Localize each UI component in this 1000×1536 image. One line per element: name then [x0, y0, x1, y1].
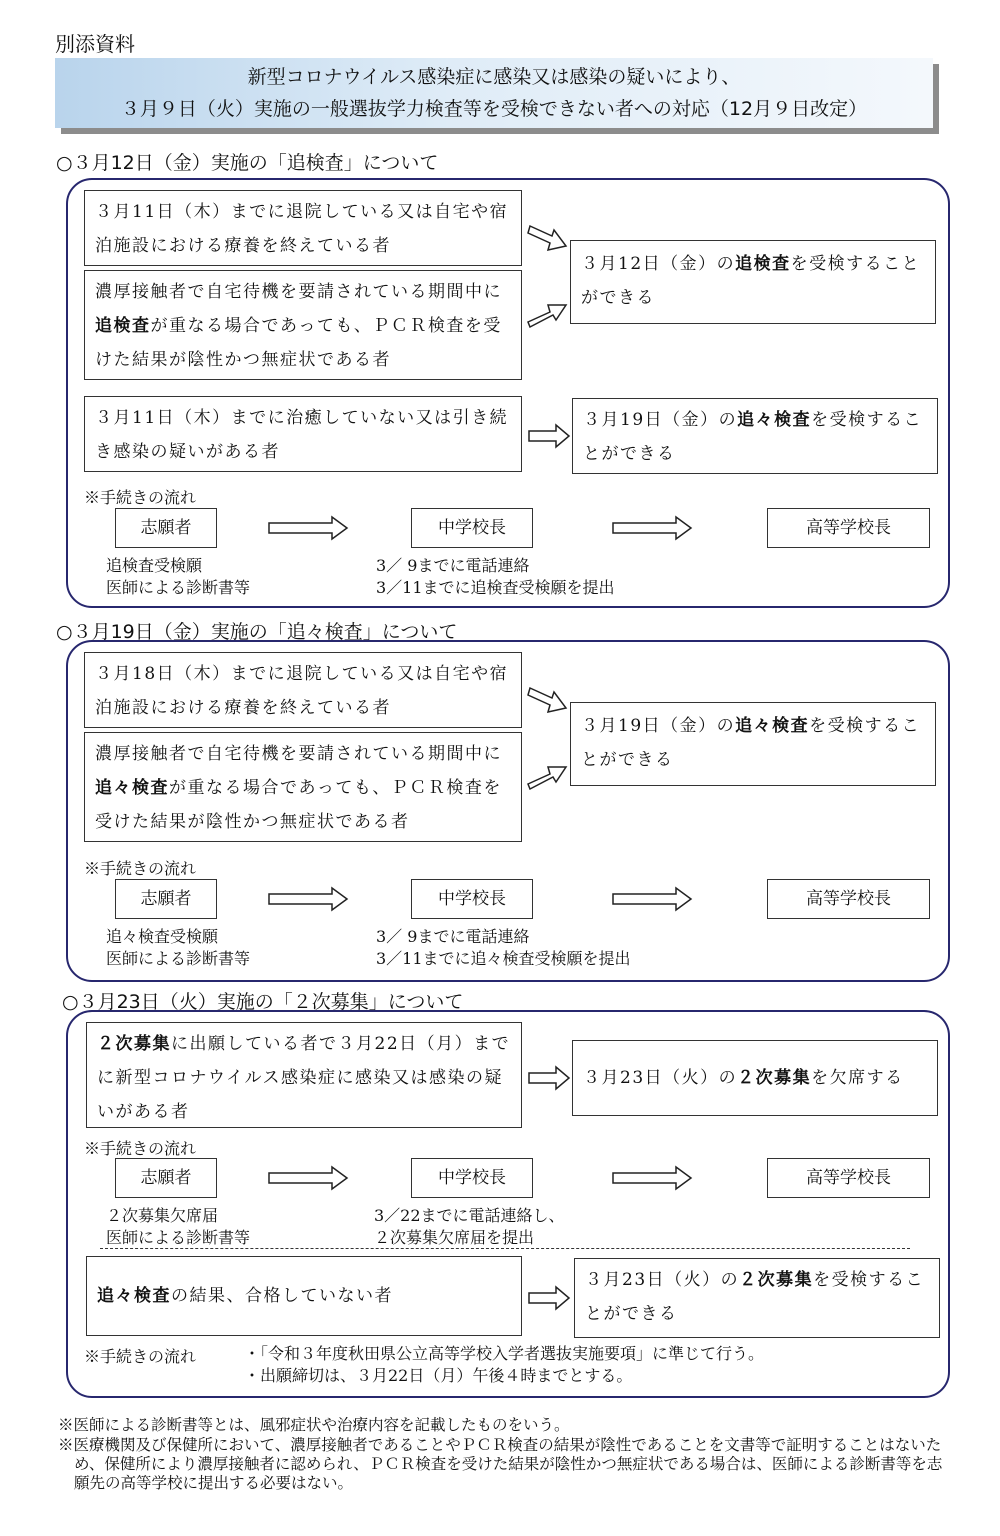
section1-flow-label: ※手続きの流れ — [84, 488, 197, 507]
arrow-right-icon — [528, 1286, 570, 1310]
section2-result: ３月19日（金）の追々検査を受検することができる — [570, 702, 936, 786]
section1-result-second-reexam: ３月19日（金）の追々検査を受検することができる — [572, 398, 938, 474]
section1-documents: 追検査受検願 医師による診断書等 — [106, 556, 251, 597]
section1-steps: 3／ 9までに電話連絡 3／11までに追検査受検願を提出 — [376, 556, 615, 597]
flow-arrow-icon — [612, 887, 692, 911]
flow-arrow-icon — [612, 1166, 692, 1190]
section3-result-absent: ３月23日（火）の２次募集を欠席する — [572, 1040, 938, 1116]
section3-steps: 3／22までに電話連絡し、 ２次募集欠席届を提出 — [374, 1206, 565, 1247]
section3-documents: ２次募集欠席届 医師による診断書等 — [106, 1206, 251, 1247]
flow-applicant: 志願者 — [115, 879, 217, 919]
flow-arrow-icon — [268, 887, 348, 911]
arrow-right-icon — [528, 1066, 570, 1090]
arrow-up-right-icon — [528, 300, 568, 330]
title-banner — [55, 58, 933, 128]
flow-high-school-principal: 高等学校長 — [767, 508, 930, 548]
section2-condition-close-contact: 濃厚接触者で自宅待機を要請されている期間中に追々検査が重なる場合であっても、ＰＣＲ検査を受けた結果が陰性かつ無症状である者 — [84, 732, 522, 842]
section3-condition-infected: ２次募集に出願している者で３月22日（月）までに新型コロナウイルス感染症に感染又は感染の疑いがある者 — [86, 1022, 522, 1128]
section2-steps: 3／ 9までに電話連絡 3／11までに追々検査受検願を提出 — [376, 927, 631, 968]
arrow-right-icon — [528, 424, 570, 448]
section2-heading: ○３月19日（金）実施の「追々検査」について — [56, 621, 458, 643]
section3-heading: ○３月23日（火）実施の「２次募集」について — [62, 991, 464, 1013]
section3-condition-failed-second-reexam: 追々検査の結果、合格していない者 — [86, 1256, 522, 1336]
section3-notes: ・「令和３年度秋田県公立高等学校入学者選抜実施要項」に準じて行う。 ・出願締切は、３月22日（月）午後４時までとする。 — [244, 1344, 765, 1385]
flow-junior-high-principal: 中学校長 — [411, 879, 533, 919]
flow-junior-high-principal: 中学校長 — [411, 508, 533, 548]
flow-applicant: 志願者 — [115, 508, 217, 548]
section3-flow-label: ※手続きの流れ — [84, 1139, 197, 1158]
flow-high-school-principal: 高等学校長 — [767, 879, 930, 919]
document-label: 別添資料 — [55, 32, 135, 56]
section2-flow-label: ※手続きの流れ — [84, 859, 197, 878]
section2-condition-discharged: ３月18日（木）までに退院している又は自宅や宿泊施設における療養を終えている者 — [84, 652, 522, 728]
flow-arrow-icon — [268, 516, 348, 540]
section3-result-take-second-recruitment: ３月23日（火）の２次募集を受検することができる — [574, 1258, 940, 1338]
arrow-up-right-icon — [528, 762, 568, 792]
footnote-diagnosis: ※医師による診断書等とは、風邪症状や治療内容を記載したものをいう。 — [58, 1416, 570, 1434]
title-line-2: ３月９日（火）実施の一般選抜学力検査等を受検できない者への対応（12月９日改定） — [120, 98, 868, 120]
flow-arrow-icon — [268, 1166, 348, 1190]
arrow-down-right-icon — [528, 684, 568, 714]
flow-applicant: 志願者 — [115, 1158, 217, 1198]
flow-arrow-icon — [612, 516, 692, 540]
arrow-down-right-icon — [528, 222, 568, 252]
title-line-1: 新型コロナウイルス感染症に感染又は感染の疑いにより、 — [247, 66, 741, 88]
section1-condition-discharged: ３月11日（木）までに退院している又は自宅や宿泊施設における療養を終えている者 — [84, 190, 522, 266]
section1-condition-close-contact: 濃厚接触者で自宅待機を要請されている期間中に追検査が重なる場合であっても、ＰＣＲ検査を受けた結果が陰性かつ無症状である者 — [84, 270, 522, 380]
section1-result-reexam: ３月12日（金）の追検査を受検することができる — [570, 240, 936, 324]
section1-heading: ○３月12日（金）実施の「追検査」について — [56, 152, 439, 174]
flow-junior-high-principal: 中学校長 — [411, 1158, 533, 1198]
section1-condition-not-cured: ３月11日（木）までに治癒していない又は引き続き感染の疑いがある者 — [84, 396, 522, 472]
section2-documents: 追々検査受検願 医師による診断書等 — [106, 927, 251, 968]
footnote-health-center: ※医療機関及び保健所において、濃厚接触者であることやＰＣＲ検査の結果が陰性であることを文書等で証明することはないため、保健所により濃厚接触者に認められ、ＰＣＲ検査を受けた結果が陰性かつ無症状である場合は、医師による診断書等を志願先の高等学校に提出する必要はない。 — [58, 1436, 943, 1492]
dashed-divider — [100, 1248, 910, 1249]
flow-high-school-principal: 高等学校長 — [767, 1158, 930, 1198]
section3-flow-label-2: ※手続きの流れ — [84, 1347, 197, 1366]
